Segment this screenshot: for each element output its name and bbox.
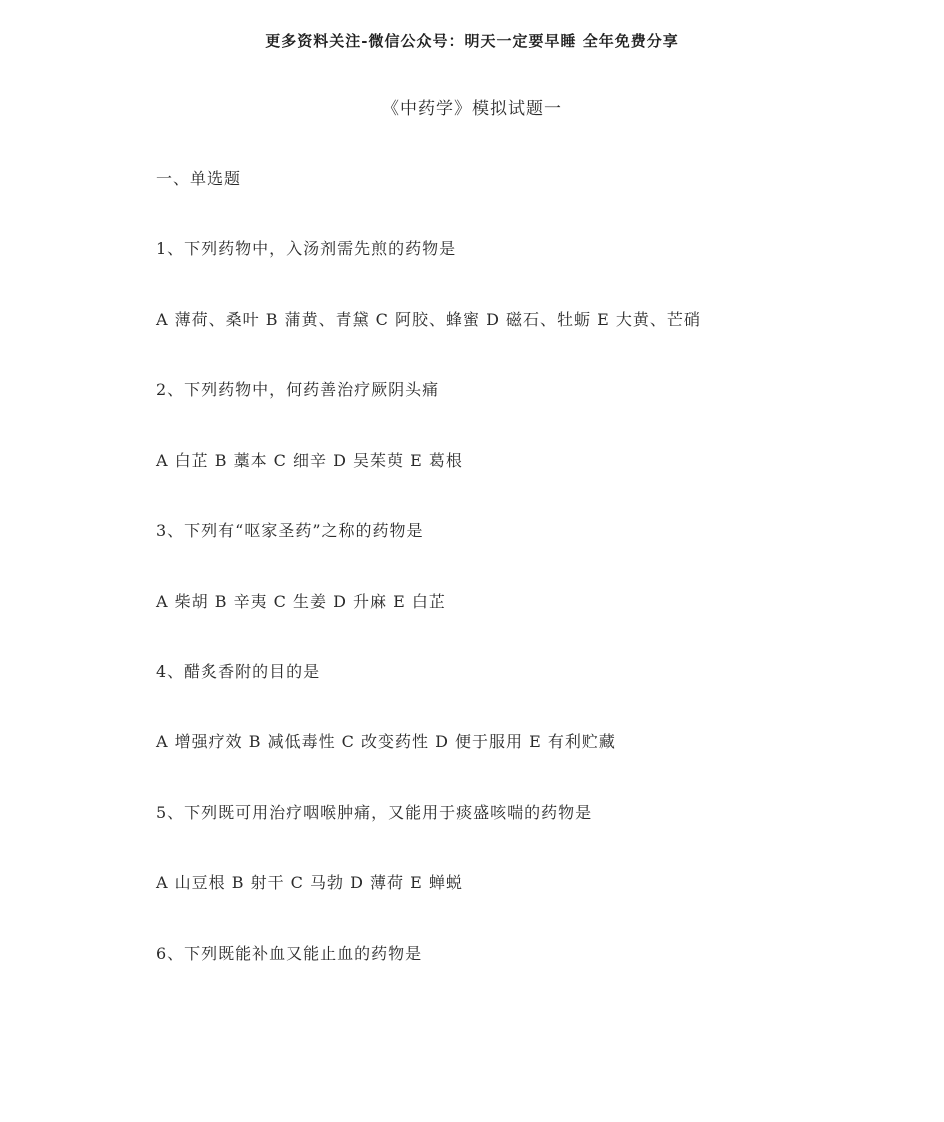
question-1-stem: 1、下列药物中，入汤剂需先煎的药物是 (156, 239, 457, 258)
section-heading: 一、单选题 (156, 169, 242, 188)
question-2-stem: 2、下列药物中，何药善治疗厥阴头痛 (156, 380, 440, 399)
question-5-options: A 山豆根 B 射干 C 马勃 D 薄荷 E 蝉蜕 (156, 873, 463, 892)
header-note: 更多资料关注-微信公众号：明天一定要早睡 全年免费分享 (265, 32, 679, 50)
question-4-stem: 4、醋炙香附的目的是 (156, 662, 321, 681)
question-3-options: A 柴胡 B 辛夷 C 生姜 D 升麻 E 白芷 (156, 592, 446, 611)
question-5-stem: 5、下列既可用治疗咽喉肿痛，又能用于痰盛咳喘的药物是 (156, 803, 593, 822)
question-2-options: A 白芷 B 藁本 C 细辛 D 吴茱萸 E 葛根 (156, 451, 463, 470)
question-1-options: A 薄荷、桑叶 B 蒲黄、青黛 C 阿胶、蜂蜜 D 磁石、牡蛎 E 大黄、芒硝 (156, 310, 701, 329)
question-3-stem: 3、下列有“呕家圣药”之称的药物是 (156, 521, 424, 540)
question-6-stem: 6、下列既能补血又能止血的药物是 (156, 944, 423, 963)
question-4-options: A 增强疗效 B 减低毒性 C 改变药性 D 便于服用 E 有利贮藏 (156, 732, 616, 751)
page-title: 《中药学》模拟试题一 (382, 99, 562, 119)
